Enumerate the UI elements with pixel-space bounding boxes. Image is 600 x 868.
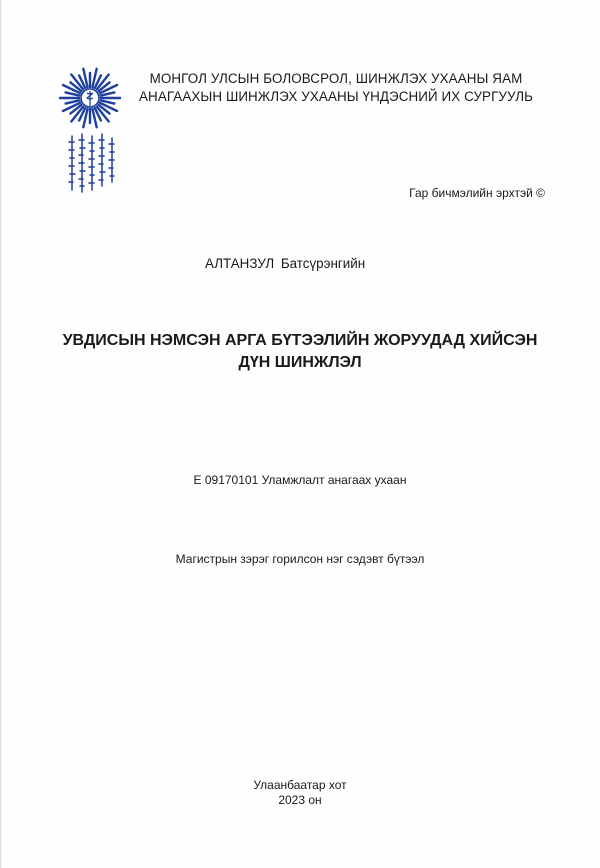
ministry-name: МОНГОЛ УЛСЫН БОЛОВСРОЛ, ШИНЖЛЭХ УХААНЫ ЯАМ [149, 71, 523, 86]
university-emblem-icon [56, 64, 124, 202]
page-edge [0, 0, 2, 868]
place-and-year [200, 778, 400, 808]
thesis-title-line2: ДҮН ШИНЖЛЭЛ [238, 354, 362, 371]
thesis-title [40, 330, 560, 374]
university-name: АНАГААХЫН ШИНЖЛЭХ УХААНЫ ҮНДЭСНИЙ ИХ СУРГУУЛЬ [139, 89, 533, 104]
author-name: АЛТАНЗУЛ Батсүрэнгийн [205, 256, 366, 271]
thesis-title-line1: УВДИСЫН НЭМСЭН АРГА БҮТЭЭЛИЙН ЖОРУУДАД ХИЙСЭН [62, 332, 538, 349]
degree-description: Магистрын зэрэг горилсон нэг сэдэвт бүтээл [175, 552, 425, 566]
institution-header [126, 70, 546, 106]
specialty-code: Е 09170101 Уламжлалт анагаах ухаан [193, 473, 407, 487]
year: 2023 он [278, 793, 322, 807]
mongol-script-lettering [69, 134, 114, 192]
city: Улаанбаатар хот [253, 778, 347, 792]
copyright-note: Гар бичмэлийн эрхтэй © [409, 186, 545, 200]
